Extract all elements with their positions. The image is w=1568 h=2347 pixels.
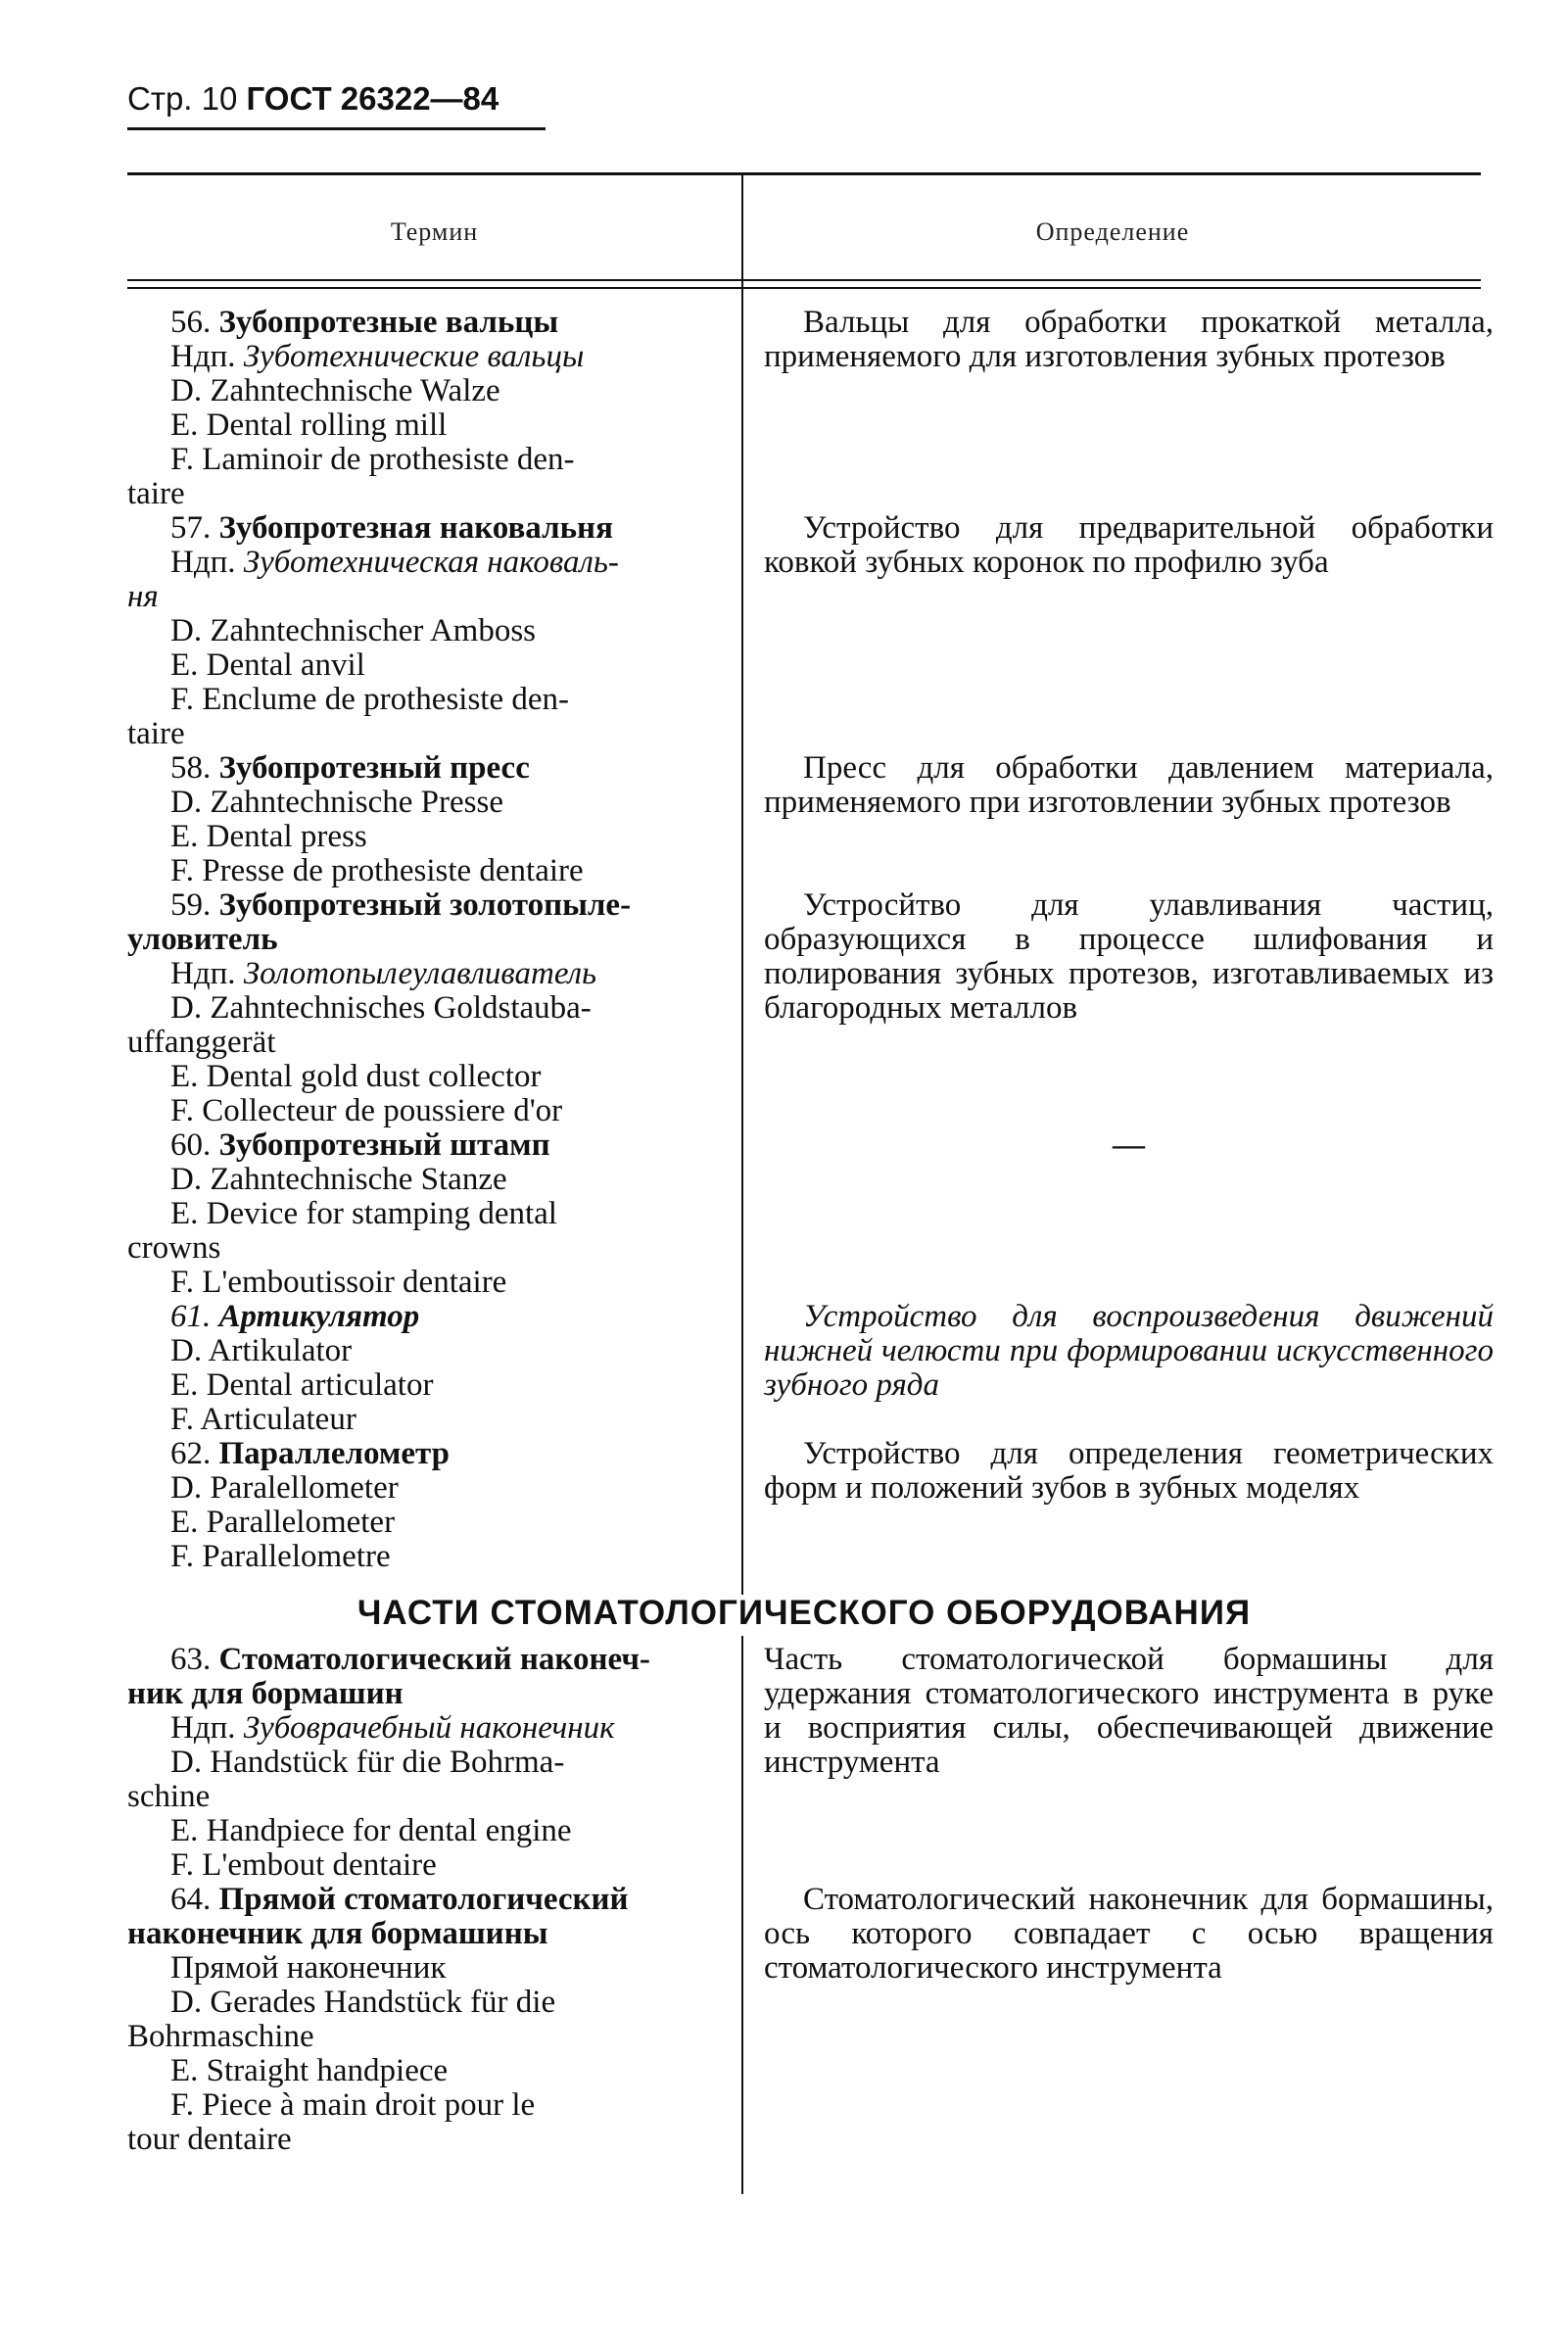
definition-64: Стоматологический наконечник для бормашины, ось которого совпадает с осью вращения стоматологического инструмента [764, 1882, 1494, 1986]
deprecated-synonym: Зуботехническая наковаль- [243, 545, 619, 580]
column-divider [741, 174, 743, 1595]
table-top-rule [127, 172, 1481, 175]
term-title: Зубопротезный золотопыле- [218, 887, 632, 923]
definition-56: Вальцы для обработки прокаткой металла, применяемого для изготовления зубных протезов [764, 305, 1494, 374]
definition-59: Устросйтво для улавливания частиц, образующихся в процессе шлифования и полирования зубных протезов, изготавливаемых из благородных металлов [764, 887, 1494, 1026]
column-divider [741, 1636, 743, 2194]
term-entry-56: 56. Зубопротезные вальцы Ндп. Зуботехнические вальцы D. Zahntechnische Walze E. Dental rolling mill F. Laminoir de prothesiste den- taire [127, 305, 585, 511]
page-number: Стр. 10 [127, 80, 238, 117]
definition-63: Часть стоматологической бормашины для удержания стоматологического инструмента в руке и восприятия силы, обеспечивающей движение инструмента [764, 1642, 1494, 1780]
deprecated-synonym: Зубоврачебный наконечник [243, 1710, 615, 1746]
header-double-rule [127, 279, 1481, 281]
column-header-term: Термин [390, 217, 479, 246]
term-entry-63: 63. Стоматологический наконеч- ник для бормашин Ндп. Зубоврачебный наконечник D. Handstück für die Bohrma- schine E. Handpiece for dental engine F. L'embout dentaire [127, 1642, 650, 1883]
term-title: Зубопротезная наковальня [218, 510, 613, 546]
term-entry-61: 61. Артикулятор D. Artikulator E. Dental articulator F. Articulateur [170, 1299, 434, 1437]
accepted-synonym: Прямой наконечник [170, 1950, 447, 1986]
term-entry-57: 57. Зубопротезная наковальня Ндп. Зуботехническая наковаль- ня D. Zahntechnischer Amboss E. Dental anvil F. Enclume de prothesiste den- taire [127, 510, 619, 751]
header-double-rule [127, 287, 1481, 289]
term-title: Зубопротезный штамп [218, 1127, 550, 1163]
term-title: Зубопротезные вальцы [218, 305, 559, 340]
term-entry-58: 58. Зубопротезный пресс D. Zahntechnische Presse E. Dental press F. Presse de prothesiste dentaire [170, 750, 584, 888]
standard-code: ГОСТ 26322—84 [246, 80, 499, 117]
term-entry-62: 62. Параллелометр D. Paralellometer E. Parallelometer F. Parallelometre [170, 1436, 450, 1574]
section-title: ЧАСТИ СТОМАТОЛОГИЧЕСКОГО ОБОРУДОВАНИЯ [356, 1594, 1252, 1632]
definition-61: Устройство для воспроизведения движений нижней челюсти при формировании искусственного зубного ряда [764, 1299, 1494, 1403]
term-entry-64: 64. Прямой стоматологический наконечник для бормашины Прямой наконечник D. Gerades Handstück für die Bohrmaschine E. Straight handpiece F. Piece à main droit pour le tour dentaire [127, 1883, 705, 2157]
term-title: Параллелометр [218, 1436, 450, 1471]
definition-62: Устройство для определения геометрических форм и положений зубов в зубных моделях [764, 1436, 1494, 1506]
term-entry-59: 59. Зубопротезный золотопыле- уловитель Ндп. Золотопылеулавливатель D. Zahntechnisches Goldstauba- uffanggerät E. Dental gold dust collector F. Collecteur de poussiere d'or [127, 887, 632, 1128]
deprecated-synonym: Золотопылеулавливатель [243, 956, 597, 991]
definition-60: — [1113, 1127, 1145, 1163]
term-title: Зубопротезный пресс [218, 750, 530, 786]
term-title: Прямой стоматологический [218, 1882, 629, 1917]
term-title: Артикулятор [218, 1299, 420, 1334]
definition-58: Пресс для обработки давлением материала, применяемого при изготовлении зубных протезов [764, 750, 1494, 820]
page-header [127, 80, 499, 118]
definition-57: Устройство для предварительной обработки ковкой зубных коронок по профилю зуба [764, 510, 1494, 580]
term-entry-60: 60. Зубопротезный штамп D. Zahntechnische Stanze E. Device for stamping dental crowns F. L'emboutissoir dentaire [127, 1127, 557, 1300]
deprecated-synonym: Зуботехнические вальцы [243, 339, 585, 374]
term-title: Стоматологический наконеч- [218, 1642, 650, 1677]
column-header-definition: Определение [1035, 217, 1190, 246]
header-rule [127, 127, 546, 130]
